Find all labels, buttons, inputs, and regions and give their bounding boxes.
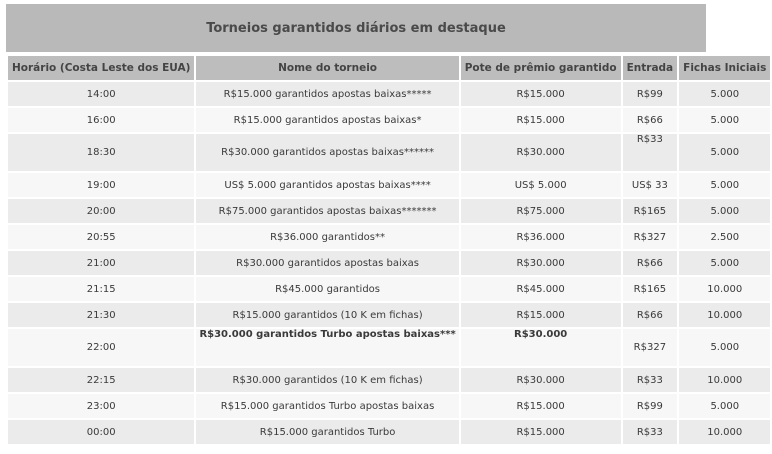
cell-time: 14:00 xyxy=(8,82,194,106)
table-row xyxy=(8,199,770,223)
cell-time: 16:00 xyxy=(8,108,194,132)
header-row xyxy=(8,56,770,80)
cell-entry: US$ 33 xyxy=(623,173,678,197)
cell-chips: 10.000 xyxy=(679,420,770,444)
table-row xyxy=(8,329,770,366)
cell-name: R$75.000 garantidos apostas baixas******* xyxy=(196,199,458,223)
cell-time: 22:00 xyxy=(8,329,194,366)
cell-entry: R$99 xyxy=(623,394,678,418)
cell-prize: R$45.000 xyxy=(461,277,621,301)
cell-prize: R$15.000 xyxy=(461,82,621,106)
cell-time: 23:00 xyxy=(8,394,194,418)
cell-time: 00:00 xyxy=(8,420,194,444)
cell-name: R$15.000 garantidos apostas baixas* xyxy=(196,108,458,132)
table-row xyxy=(8,82,770,106)
cell-entry: R$327 xyxy=(623,329,678,366)
cell-chips: 5.000 xyxy=(679,82,770,106)
cell-time: 21:00 xyxy=(8,251,194,275)
cell-name: R$30.000 garantidos Turbo apostas baixas*** xyxy=(196,329,458,366)
cell-chips: 10.000 xyxy=(679,303,770,327)
cell-chips: 5.000 xyxy=(679,394,770,418)
table-row xyxy=(8,251,770,275)
cell-prize: R$30.000 xyxy=(461,251,621,275)
tournament-table xyxy=(6,54,772,446)
cell-entry: R$33 xyxy=(623,420,678,444)
table-row xyxy=(8,225,770,249)
cell-prize: R$15.000 xyxy=(461,108,621,132)
cell-chips: 2.500 xyxy=(679,225,770,249)
cell-chips: 10.000 xyxy=(679,277,770,301)
header-name: Nome do torneio xyxy=(196,56,458,80)
cell-chips: 10.000 xyxy=(679,368,770,392)
header-chips: Fichas Iniciais xyxy=(679,56,770,80)
table-row xyxy=(8,303,770,327)
table-row xyxy=(8,134,770,171)
cell-time: 19:00 xyxy=(8,173,194,197)
cell-time: 21:15 xyxy=(8,277,194,301)
cell-entry: R$165 xyxy=(623,199,678,223)
cell-time: 22:15 xyxy=(8,368,194,392)
cell-entry: R$33 xyxy=(623,368,678,392)
cell-entry: R$66 xyxy=(623,108,678,132)
cell-name: R$30.000 garantidos (10 K em fichas) xyxy=(196,368,458,392)
cell-prize: R$30.000 xyxy=(461,134,621,171)
cell-entry: R$165 xyxy=(623,277,678,301)
cell-name: R$15.000 garantidos Turbo apostas baixas xyxy=(196,394,458,418)
cell-prize: R$30.000 xyxy=(461,329,621,366)
cell-entry: R$327 xyxy=(623,225,678,249)
header-entry: Entrada xyxy=(623,56,678,80)
cell-prize: R$15.000 xyxy=(461,303,621,327)
cell-name: R$15.000 garantidos Turbo xyxy=(196,420,458,444)
cell-entry: R$66 xyxy=(623,303,678,327)
table-row xyxy=(8,277,770,301)
cell-chips: 5.000 xyxy=(679,251,770,275)
cell-chips: 5.000 xyxy=(679,199,770,223)
header-time: Horário (Costa Leste dos EUA) xyxy=(8,56,194,80)
table-caption: Torneios garantidos diários em destaque xyxy=(6,4,706,52)
cell-name: R$36.000 garantidos** xyxy=(196,225,458,249)
table-row xyxy=(8,108,770,132)
cell-name: R$30.000 garantidos apostas baixas xyxy=(196,251,458,275)
table-row xyxy=(8,173,770,197)
cell-prize: R$36.000 xyxy=(461,225,621,249)
cell-prize: R$75.000 xyxy=(461,199,621,223)
table-row xyxy=(8,394,770,418)
cell-prize: R$30.000 xyxy=(461,368,621,392)
table-row xyxy=(8,368,770,392)
cell-prize: R$15.000 xyxy=(461,420,621,444)
cell-entry: R$66 xyxy=(623,251,678,275)
cell-chips: 5.000 xyxy=(679,108,770,132)
cell-prize: US$ 5.000 xyxy=(461,173,621,197)
cell-name: R$15.000 garantidos (10 K em fichas) xyxy=(196,303,458,327)
cell-chips: 5.000 xyxy=(679,329,770,366)
cell-name: R$15.000 garantidos apostas baixas***** xyxy=(196,82,458,106)
cell-name: R$45.000 garantidos xyxy=(196,277,458,301)
table-row xyxy=(8,420,770,444)
cell-chips: 5.000 xyxy=(679,134,770,171)
cell-time: 21:30 xyxy=(8,303,194,327)
cell-time: 20:55 xyxy=(8,225,194,249)
cell-prize: R$15.000 xyxy=(461,394,621,418)
cell-time: 18:30 xyxy=(8,134,194,171)
header-prize: Pote de prêmio garantido xyxy=(461,56,621,80)
cell-name: US$ 5.000 garantidos apostas baixas**** xyxy=(196,173,458,197)
cell-entry: R$99 xyxy=(623,82,678,106)
cell-entry: R$33 xyxy=(623,134,678,171)
cell-name: R$30.000 garantidos apostas baixas****** xyxy=(196,134,458,171)
cell-chips: 5.000 xyxy=(679,173,770,197)
cell-time: 20:00 xyxy=(8,199,194,223)
